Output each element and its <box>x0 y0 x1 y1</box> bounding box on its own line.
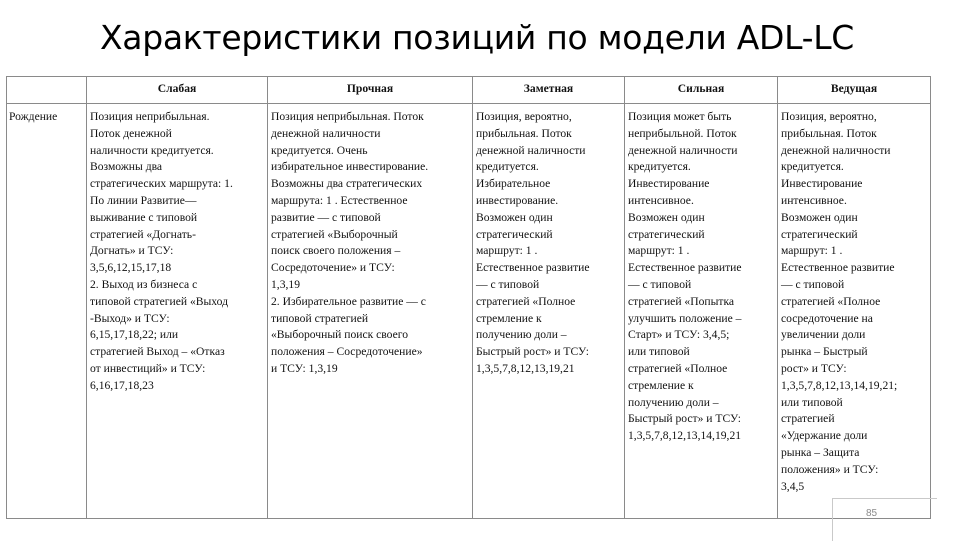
cell-noticeable: Позиция, вероятно, прибыльная. Поток денежной наличности кредитуется. Избирательное инвестирование. Возможен один стратегический маршрут: 1 . Естественное развитие — с типовой стратегией «Полное стремление к получению доли – Быстрый рост» и ТСУ: 1,3,5,7,8,12,13,19,21 <box>473 104 625 519</box>
table-row <box>7 104 931 519</box>
cell-powerful: Позиция может быть неприбыльной. Поток денежной наличности кредитуется. Инвестирование интенсивное. Возможен один стратегический маршрут: 1 . Естественное развитие — с типовой стратегией «Попытка улучшить положение – Старт» и ТСУ: 3,4,5; или типовой стратегией «Полное стремление к получению доли – Быстрый рост» и ТСУ: 1,3,5,7,8,12,13,14,19,21 <box>625 104 778 519</box>
cell-weak: Позиция неприбыльная. Поток денежной наличности кредитуется. Возможны два стратегических маршрута: 1. По линии Развитие— выживание с типовой стратегией «Догнать- Догнать» и ТСУ: 3,5,6,12,15,17,18 2. Выход из бизнеса с типовой стратегией «Выход -Выход» и ТСУ: 6,15,17,18,22; или стратегией Выход – «Отказ от инвестиций» и ТСУ: 6,16,17,18,23 <box>87 104 268 519</box>
header-leading: Ведущая <box>778 77 931 104</box>
page-number: 85 <box>866 508 878 519</box>
cell-strong: Позиция неприбыльная. Поток денежной наличности кредитуется. Очень избирательное инвестирование. Возможны два стратегических маршрута: 1 . Естественное развитие — с типовой стратегией «Выборочный поиск своего положения – Сосредоточение» и ТСУ: 1,3,19 2. Избирательное развитие — с типовой стратегией «Выборочный поиск своего положения – Сосредоточение» и ТСУ: 1,3,19 <box>268 104 473 519</box>
row-label-birth: Рождение <box>7 104 87 519</box>
slide-title: Характеристики позиций по модели ADL-LC <box>100 18 855 57</box>
header-strong: Прочная <box>268 77 473 104</box>
footer-box <box>832 498 937 541</box>
header-weak: Слабая <box>87 77 268 104</box>
table-header-row <box>7 77 931 104</box>
cell-leading: Позиция, вероятно, прибыльная. Поток денежной наличности кредитуется. Инвестирование интенсивное. Возможен один стратегический маршрут: 1 . Естественное развитие — с типовой стратегией «Полное сосредоточение на увеличении доли рынка – Быстрый рост» и ТСУ: 1,3,5,7,8,12,13,14,19,21; или типовой стратегией «Удержание доли рынка – Защита положения» и ТСУ: 3,4,5 <box>778 104 931 519</box>
header-corner <box>7 77 87 104</box>
header-noticeable: Заметная <box>473 77 625 104</box>
adl-lc-table <box>6 76 931 519</box>
header-powerful: Сильная <box>625 77 778 104</box>
